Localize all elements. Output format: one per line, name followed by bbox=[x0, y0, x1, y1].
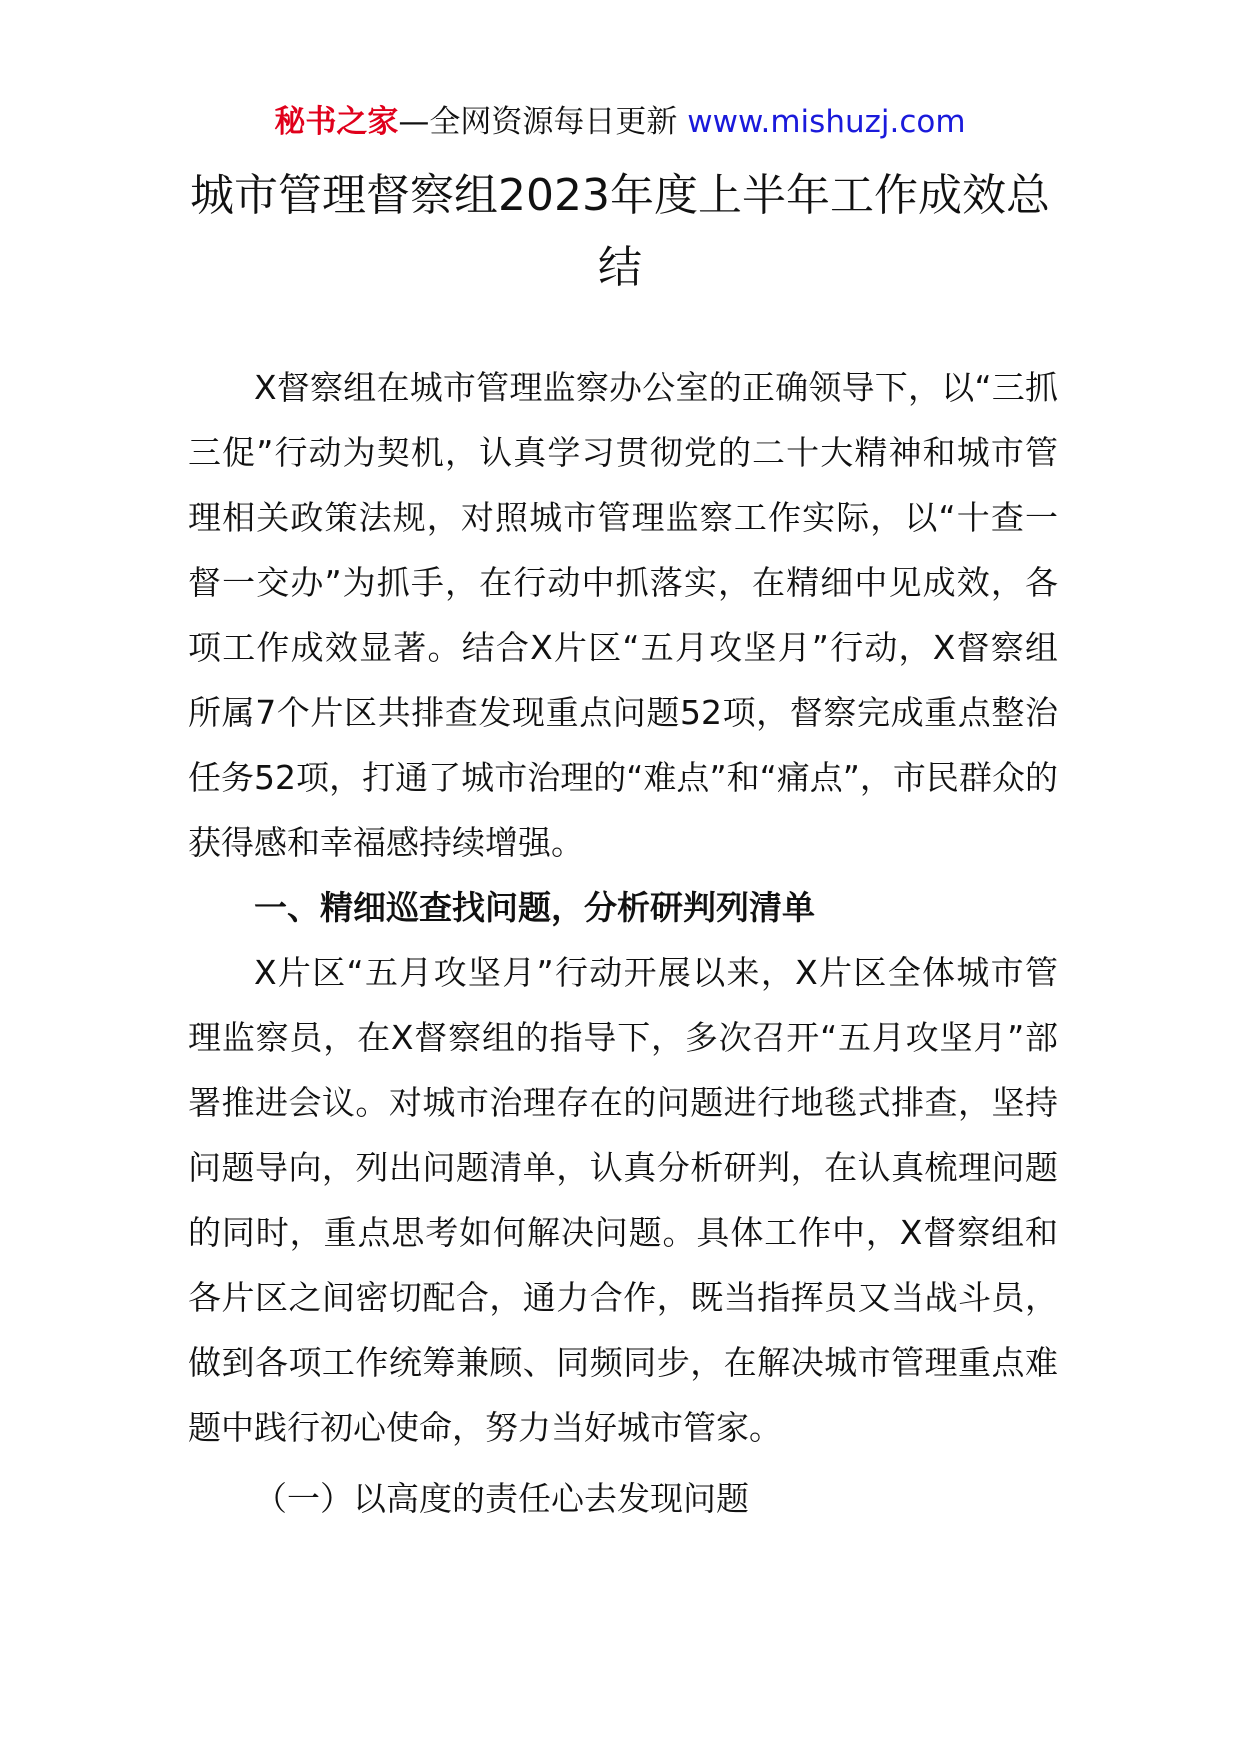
document-body bbox=[188, 355, 1058, 1531]
watermark-header bbox=[0, 100, 1240, 144]
document-title: 城市管理督察组2023年度上半年工作成效总结 bbox=[190, 170, 1050, 293]
section-heading: 一、精细巡查找问题，分析研判列清单 bbox=[254, 888, 815, 927]
subsection-heading: （一）以高度的责任心去发现问题 bbox=[254, 1479, 749, 1518]
site-url-link[interactable]: www.mishuzj.com bbox=[687, 104, 966, 140]
intro-paragraph: X督察组在城市管理监察办公室的正确领导下，以“三抓三促”行动为契机，认真学习贯彻党的二十大精神和城市管理相关政策法规，对照城市管理监察工作实际，以“十查一督一交办”为抓手，在行动中抓落实，在精细中见成效，各项工作成效显著。结合X片区“五月攻坚月”行动，X督察组所属7个片区共排查发现重点问题52项，督察完成重点整治任务52项，打通了城市治理的“难点”和“痛点”，市民群众的获得感和幸福感持续增强。 bbox=[188, 368, 1058, 862]
header-tagline: —全网资源每日更新 bbox=[398, 104, 688, 140]
section-paragraph: X片区“五月攻坚月”行动开展以来，X片区全体城市管理监察员，在X督察组的指导下，多次召开“五月攻坚月”部署推进会议。对城市治理存在的问题进行地毯式排查，坚持问题导向，列出问题清单，认真分析研判，在认真梳理问题的同时，重点思考如何解决问题。具体工作中，X督察组和各片区之间密切配合，通力合作，既当指挥员又当战斗员，做到各项工作统筹兼顾、同频同步，在解决城市管理重点难题中践行初心使命，努力当好城市管家。 bbox=[188, 953, 1058, 1447]
brand-name: 秘书之家 bbox=[274, 104, 399, 140]
